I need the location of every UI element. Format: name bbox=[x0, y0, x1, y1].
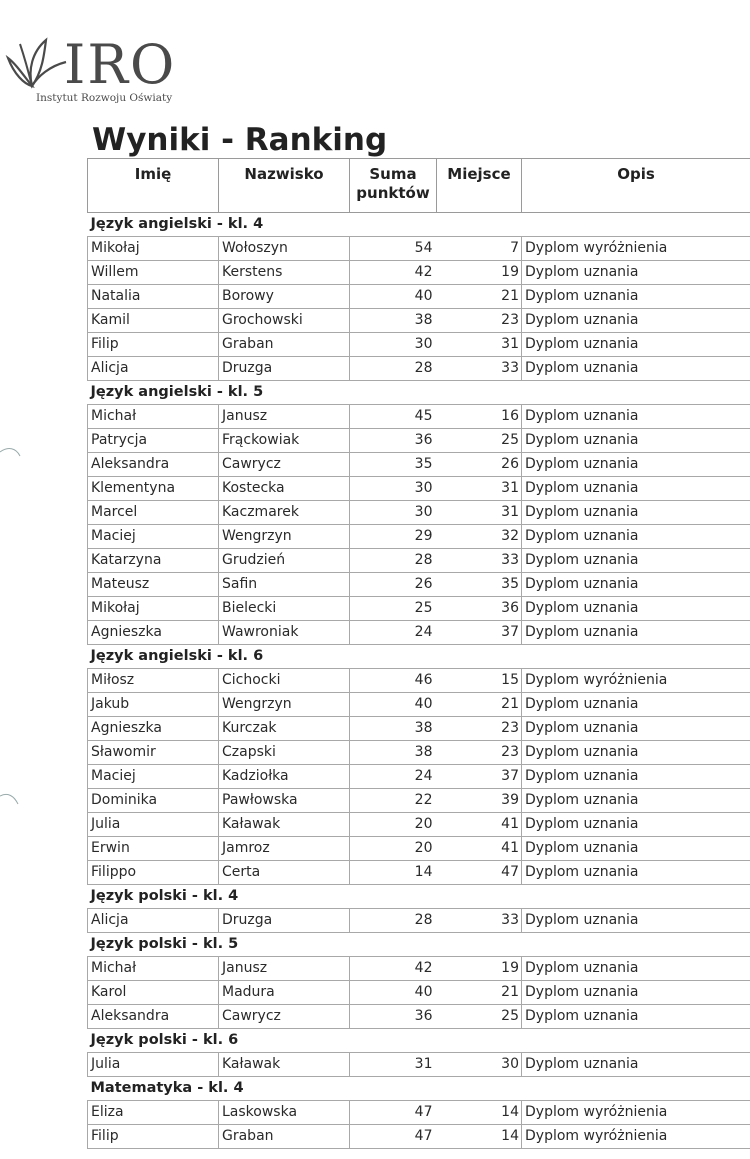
points-cell: 40 bbox=[350, 693, 437, 717]
surname-cell: Kaławak bbox=[219, 1053, 350, 1077]
points-cell: 30 bbox=[350, 333, 437, 357]
table-row bbox=[88, 813, 750, 837]
description-cell: Dyplom uznania bbox=[522, 837, 750, 861]
section-title: Język polski - kl. 5 bbox=[88, 933, 750, 957]
points-cell: 36 bbox=[350, 1005, 437, 1029]
table-row bbox=[88, 669, 750, 693]
surname-cell: Frąckowiak bbox=[219, 429, 350, 453]
description-cell: Dyplom uznania bbox=[522, 261, 750, 285]
place-cell: 35 bbox=[437, 573, 522, 597]
place-cell: 33 bbox=[437, 549, 522, 573]
description-cell: Dyplom wyróżnienia bbox=[522, 669, 750, 693]
table-row bbox=[88, 309, 750, 333]
name-cell: Maciej bbox=[88, 525, 219, 549]
points-cell: 20 bbox=[350, 813, 437, 837]
name-cell: Aleksandra bbox=[88, 1005, 219, 1029]
place-cell: 31 bbox=[437, 477, 522, 501]
page-title: Wyniki - Ranking bbox=[92, 122, 388, 158]
points-cell: 31 bbox=[350, 1053, 437, 1077]
points-cell: 28 bbox=[350, 357, 437, 381]
place-cell: 33 bbox=[437, 357, 522, 381]
name-cell: Klementyna bbox=[88, 477, 219, 501]
place-cell: 33 bbox=[437, 909, 522, 933]
points-cell: 24 bbox=[350, 765, 437, 789]
column-header-surname: Nazwisko bbox=[219, 159, 350, 213]
section-title: Język polski - kl. 6 bbox=[88, 1029, 750, 1053]
points-cell: 47 bbox=[350, 1101, 437, 1125]
table-row bbox=[88, 597, 750, 621]
points-cell: 20 bbox=[350, 837, 437, 861]
name-cell: Filip bbox=[88, 1125, 219, 1149]
table-row bbox=[88, 1053, 750, 1077]
place-cell: 7 bbox=[437, 237, 522, 261]
points-cell: 54 bbox=[350, 237, 437, 261]
surname-cell: Druzga bbox=[219, 357, 350, 381]
points-cell: 47 bbox=[350, 1125, 437, 1149]
surname-cell: Safin bbox=[219, 573, 350, 597]
name-cell: Mateusz bbox=[88, 573, 219, 597]
description-cell: Dyplom uznania bbox=[522, 1053, 750, 1077]
description-cell: Dyplom uznania bbox=[522, 549, 750, 573]
description-cell: Dyplom uznania bbox=[522, 813, 750, 837]
name-cell: Alicja bbox=[88, 909, 219, 933]
surname-cell: Kurczak bbox=[219, 717, 350, 741]
name-cell: Miłosz bbox=[88, 669, 219, 693]
name-cell: Mikołaj bbox=[88, 237, 219, 261]
description-cell: Dyplom uznania bbox=[522, 741, 750, 765]
section-header-row bbox=[88, 1029, 750, 1053]
points-cell: 30 bbox=[350, 477, 437, 501]
punch-hole-mark bbox=[0, 790, 22, 810]
description-cell: Dyplom uznania bbox=[522, 573, 750, 597]
surname-cell: Kaczmarek bbox=[219, 501, 350, 525]
surname-cell: Janusz bbox=[219, 957, 350, 981]
punch-hole-mark bbox=[0, 444, 22, 464]
table-row bbox=[88, 237, 750, 261]
points-cell: 28 bbox=[350, 549, 437, 573]
points-cell: 46 bbox=[350, 669, 437, 693]
surname-cell: Graban bbox=[219, 333, 350, 357]
table-row bbox=[88, 1005, 750, 1029]
description-cell: Dyplom wyróżnienia bbox=[522, 1125, 750, 1149]
description-cell: Dyplom uznania bbox=[522, 909, 750, 933]
description-cell: Dyplom uznania bbox=[522, 309, 750, 333]
description-cell: Dyplom uznania bbox=[522, 285, 750, 309]
table-row bbox=[88, 837, 750, 861]
table-row bbox=[88, 357, 750, 381]
description-cell: Dyplom uznania bbox=[522, 693, 750, 717]
points-cell: 38 bbox=[350, 309, 437, 333]
surname-cell: Kadziołka bbox=[219, 765, 350, 789]
table-row bbox=[88, 429, 750, 453]
column-header-place: Miejsce bbox=[437, 159, 522, 213]
name-cell: Kamil bbox=[88, 309, 219, 333]
name-cell: Agnieszka bbox=[88, 717, 219, 741]
surname-cell: Graban bbox=[219, 1125, 350, 1149]
table-row bbox=[88, 453, 750, 477]
table-row bbox=[88, 717, 750, 741]
table-row bbox=[88, 789, 750, 813]
place-cell: 39 bbox=[437, 789, 522, 813]
place-cell: 37 bbox=[437, 765, 522, 789]
column-header-name: Imię bbox=[88, 159, 219, 213]
column-header-description: Opis bbox=[522, 159, 750, 213]
table-row bbox=[88, 957, 750, 981]
name-cell: Michał bbox=[88, 405, 219, 429]
lotus-icon bbox=[2, 34, 72, 94]
surname-cell: Grochowski bbox=[219, 309, 350, 333]
name-cell: Patrycja bbox=[88, 429, 219, 453]
section-header-row bbox=[88, 645, 750, 669]
place-cell: 25 bbox=[437, 1005, 522, 1029]
table-row bbox=[88, 765, 750, 789]
table-row bbox=[88, 909, 750, 933]
place-cell: 32 bbox=[437, 525, 522, 549]
place-cell: 14 bbox=[437, 1101, 522, 1125]
place-cell: 19 bbox=[437, 261, 522, 285]
section-header-row bbox=[88, 885, 750, 909]
name-cell: Mikołaj bbox=[88, 597, 219, 621]
description-cell: Dyplom uznania bbox=[522, 525, 750, 549]
surname-cell: Kostecka bbox=[219, 477, 350, 501]
description-cell: Dyplom uznania bbox=[522, 477, 750, 501]
points-cell: 24 bbox=[350, 621, 437, 645]
description-cell: Dyplom uznania bbox=[522, 765, 750, 789]
description-cell: Dyplom uznania bbox=[522, 717, 750, 741]
surname-cell: Kaławak bbox=[219, 813, 350, 837]
surname-cell: Wengrzyn bbox=[219, 525, 350, 549]
surname-cell: Kerstens bbox=[219, 261, 350, 285]
description-cell: Dyplom uznania bbox=[522, 357, 750, 381]
place-cell: 21 bbox=[437, 693, 522, 717]
name-cell: Natalia bbox=[88, 285, 219, 309]
name-cell: Sławomir bbox=[88, 741, 219, 765]
name-cell: Dominika bbox=[88, 789, 219, 813]
place-cell: 23 bbox=[437, 741, 522, 765]
table-row bbox=[88, 693, 750, 717]
points-cell: 25 bbox=[350, 597, 437, 621]
description-cell: Dyplom uznania bbox=[522, 405, 750, 429]
section-header-row bbox=[88, 381, 750, 405]
ranking-table bbox=[87, 158, 750, 1149]
place-cell: 37 bbox=[437, 621, 522, 645]
surname-cell: Laskowska bbox=[219, 1101, 350, 1125]
section-header-row bbox=[88, 213, 750, 237]
logo-subtitle: Instytut Rozwoju Oświaty bbox=[36, 92, 173, 104]
place-cell: 19 bbox=[437, 957, 522, 981]
description-cell: Dyplom uznania bbox=[522, 789, 750, 813]
points-cell: 38 bbox=[350, 717, 437, 741]
points-cell: 36 bbox=[350, 429, 437, 453]
table-row bbox=[88, 285, 750, 309]
logo bbox=[2, 34, 202, 114]
table-row bbox=[88, 477, 750, 501]
description-cell: Dyplom uznania bbox=[522, 981, 750, 1005]
description-cell: Dyplom uznania bbox=[522, 453, 750, 477]
description-cell: Dyplom uznania bbox=[522, 621, 750, 645]
surname-cell: Wawroniak bbox=[219, 621, 350, 645]
name-cell: Agnieszka bbox=[88, 621, 219, 645]
place-cell: 23 bbox=[437, 309, 522, 333]
place-cell: 16 bbox=[437, 405, 522, 429]
column-header-points: Suma punktów bbox=[350, 159, 437, 213]
place-cell: 15 bbox=[437, 669, 522, 693]
table-row bbox=[88, 981, 750, 1005]
section-title: Matematyka - kl. 4 bbox=[88, 1077, 750, 1101]
table-row bbox=[88, 549, 750, 573]
surname-cell: Cawrycz bbox=[219, 1005, 350, 1029]
place-cell: 21 bbox=[437, 981, 522, 1005]
surname-cell: Pawłowska bbox=[219, 789, 350, 813]
name-cell: Eliza bbox=[88, 1101, 219, 1125]
logo-text: IRO bbox=[64, 33, 177, 96]
name-cell: Aleksandra bbox=[88, 453, 219, 477]
surname-cell: Cawrycz bbox=[219, 453, 350, 477]
place-cell: 36 bbox=[437, 597, 522, 621]
name-cell: Karol bbox=[88, 981, 219, 1005]
table-row bbox=[88, 573, 750, 597]
surname-cell: Certa bbox=[219, 861, 350, 885]
place-cell: 41 bbox=[437, 837, 522, 861]
surname-cell: Grudzień bbox=[219, 549, 350, 573]
surname-cell: Czapski bbox=[219, 741, 350, 765]
name-cell: Filip bbox=[88, 333, 219, 357]
points-cell: 22 bbox=[350, 789, 437, 813]
name-cell: Jakub bbox=[88, 693, 219, 717]
place-cell: 47 bbox=[437, 861, 522, 885]
name-cell: Willem bbox=[88, 261, 219, 285]
points-cell: 28 bbox=[350, 909, 437, 933]
section-title: Język angielski - kl. 4 bbox=[88, 213, 750, 237]
description-cell: Dyplom wyróżnienia bbox=[522, 1101, 750, 1125]
surname-cell: Jamroz bbox=[219, 837, 350, 861]
points-cell: 40 bbox=[350, 285, 437, 309]
table-row bbox=[88, 525, 750, 549]
name-cell: Julia bbox=[88, 1053, 219, 1077]
description-cell: Dyplom uznania bbox=[522, 597, 750, 621]
points-cell: 35 bbox=[350, 453, 437, 477]
description-cell: Dyplom wyróżnienia bbox=[522, 237, 750, 261]
surname-cell: Madura bbox=[219, 981, 350, 1005]
table-row bbox=[88, 861, 750, 885]
section-header-row bbox=[88, 933, 750, 957]
section-title: Język polski - kl. 4 bbox=[88, 885, 750, 909]
table-row bbox=[88, 261, 750, 285]
name-cell: Filippo bbox=[88, 861, 219, 885]
table-row bbox=[88, 405, 750, 429]
points-cell: 40 bbox=[350, 981, 437, 1005]
name-cell: Katarzyna bbox=[88, 549, 219, 573]
place-cell: 31 bbox=[437, 333, 522, 357]
name-cell: Marcel bbox=[88, 501, 219, 525]
name-cell: Alicja bbox=[88, 357, 219, 381]
name-cell: Erwin bbox=[88, 837, 219, 861]
points-cell: 14 bbox=[350, 861, 437, 885]
place-cell: 41 bbox=[437, 813, 522, 837]
table-row bbox=[88, 741, 750, 765]
place-cell: 31 bbox=[437, 501, 522, 525]
name-cell: Maciej bbox=[88, 765, 219, 789]
place-cell: 14 bbox=[437, 1125, 522, 1149]
section-title: Język angielski - kl. 6 bbox=[88, 645, 750, 669]
surname-cell: Janusz bbox=[219, 405, 350, 429]
table-row bbox=[88, 501, 750, 525]
points-cell: 30 bbox=[350, 501, 437, 525]
place-cell: 26 bbox=[437, 453, 522, 477]
surname-cell: Borowy bbox=[219, 285, 350, 309]
surname-cell: Cichocki bbox=[219, 669, 350, 693]
ranking-body bbox=[88, 213, 750, 1149]
description-cell: Dyplom uznania bbox=[522, 861, 750, 885]
place-cell: 30 bbox=[437, 1053, 522, 1077]
description-cell: Dyplom uznania bbox=[522, 429, 750, 453]
description-cell: Dyplom uznania bbox=[522, 501, 750, 525]
points-cell: 45 bbox=[350, 405, 437, 429]
section-header-row bbox=[88, 1077, 750, 1101]
description-cell: Dyplom uznania bbox=[522, 957, 750, 981]
table-row bbox=[88, 1125, 750, 1149]
points-cell: 42 bbox=[350, 957, 437, 981]
description-cell: Dyplom uznania bbox=[522, 1005, 750, 1029]
points-cell: 38 bbox=[350, 741, 437, 765]
table-row bbox=[88, 333, 750, 357]
table-header-row bbox=[88, 159, 750, 213]
surname-cell: Druzga bbox=[219, 909, 350, 933]
description-cell: Dyplom uznania bbox=[522, 333, 750, 357]
table-row bbox=[88, 621, 750, 645]
points-cell: 26 bbox=[350, 573, 437, 597]
points-cell: 29 bbox=[350, 525, 437, 549]
surname-cell: Wołoszyn bbox=[219, 237, 350, 261]
place-cell: 23 bbox=[437, 717, 522, 741]
place-cell: 25 bbox=[437, 429, 522, 453]
surname-cell: Wengrzyn bbox=[219, 693, 350, 717]
place-cell: 21 bbox=[437, 285, 522, 309]
section-title: Język angielski - kl. 5 bbox=[88, 381, 750, 405]
surname-cell: Bielecki bbox=[219, 597, 350, 621]
table-row bbox=[88, 1101, 750, 1125]
points-cell: 42 bbox=[350, 261, 437, 285]
name-cell: Michał bbox=[88, 957, 219, 981]
name-cell: Julia bbox=[88, 813, 219, 837]
